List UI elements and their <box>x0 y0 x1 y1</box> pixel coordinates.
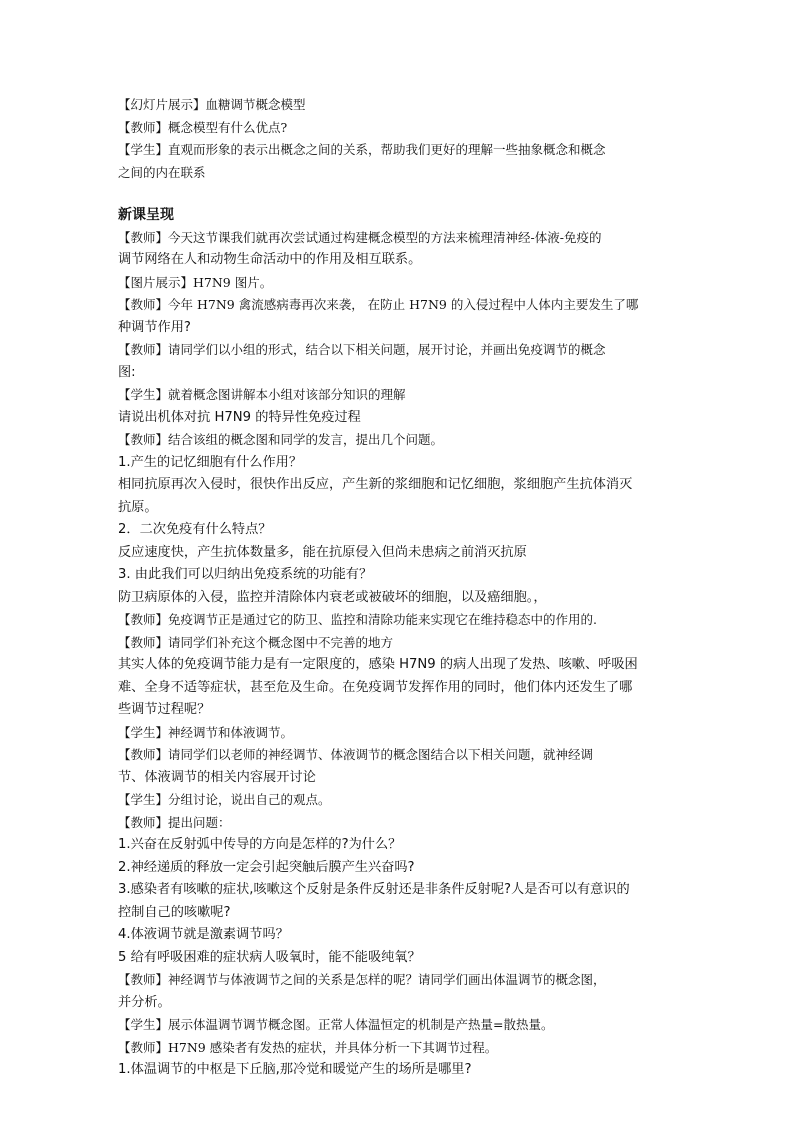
text-line: 【教师】免疫调节正是通过它的防卫、监控和清除功能来实现它在维持稳态中的作用的. <box>118 612 597 627</box>
text-line: 并分析。 <box>118 994 171 1010</box>
text-line: 5 给有呼吸困难的症状病人吸氧时，能不能吸纯氧？ <box>118 949 421 965</box>
text-line: 1.兴奋在反射弧中传导的方向是怎样的?为什么？ <box>118 837 402 852</box>
text-line: 【幻灯片展示】血糖调节概念模型 <box>118 97 306 112</box>
text-line: 【图片展示】H7N9 图片。 <box>118 274 273 290</box>
text-line: 【学生】分组讨论，说出自己的观点。 <box>118 792 331 807</box>
text-line: 【教师】H7N9 感染者有发热的症状，并具体分析一下其调节过程。 <box>118 1039 498 1055</box>
text-line: 图: <box>118 364 136 380</box>
text-line: 【教师】今天这节课我们就再次尝试通过构建概念模型的方法来梳理清神经-体液-免疫的 <box>118 229 602 245</box>
text-line: 其实人体的免疫调节能力是有一定限度的，感染 H7N9 的病人出现了发热、咳嗽、呼吸困 <box>118 657 638 672</box>
text-line: 抗原。 <box>118 499 158 515</box>
text-line: 防卫病原体的入侵，监控并清除体内衰老或被破坏的细胞，以及癌细胞。， <box>118 589 547 605</box>
text-line: 【教师】请同学们以老师的神经调节、体液调节的概念图结合以下相关问题，就神经调 <box>118 747 594 762</box>
text-line: 【教师】提出问题： <box>118 814 231 830</box>
text-line: 【教师】神经调节与体液调节之间的关系是怎样的呢？请同学们画出体温调节的概念图， <box>118 972 606 987</box>
text-line: 3. 由此我们可以归纳出免疫系统的功能有？ <box>118 567 373 582</box>
text-line: 1.产生的记忆细胞有什么作用？ <box>118 454 303 470</box>
text-line: 请说出机体对抗 H7N9 的特异性免疫过程 <box>118 409 361 425</box>
text-line: 调节网络在人和动物生命活动中的作用及相互联系。 <box>118 252 422 267</box>
text-line: 【学生】展示体温调节调节概念图。正常人体温恒定的机制是产热量=散热量。 <box>118 1017 554 1032</box>
text-line: 1.体温调节的中枢是下丘脑,那冷觉和暖觉产生的场所是哪里? <box>118 1062 472 1077</box>
text-line: 些调节过程呢？ <box>118 702 211 717</box>
text-line: 节、体液调节的相关内容展开讨论 <box>118 769 316 785</box>
text-line: 【教师】概念模型有什么优点? <box>118 119 288 135</box>
text-line: 【教师】结合该组的概念图和同学的发言，提出几个问题。 <box>118 432 444 447</box>
text-line: 【教师】请同学们补充这个概念图中不完善的地方 <box>118 634 394 650</box>
text-line: 【学生】就着概念图讲解本小组对该部分知识的理解 <box>118 387 406 402</box>
text-line: 种调节作用? <box>118 319 191 335</box>
text-line: 控制自己的咳嗽呢? <box>118 904 231 920</box>
section-title: 新课呈现 <box>118 207 174 223</box>
text-line: 2.神经递质的释放一定会引起突触后膜产生兴奋吗? <box>118 859 415 875</box>
text-line: 【教师】请同学们以小组的形式，结合以下相关问题，展开讨论，并画出免疫调节的概念 <box>118 342 606 357</box>
text-line: 4.体液调节就是激素调节吗？ <box>118 927 289 942</box>
text-line: 【教师】今年 H7N9 禽流感病毒再次来袭， 在防止 H7N9 的入侵过程中人体内主要发生了哪 <box>118 297 639 312</box>
text-line: 3.感染者有咳嗽的症状,咳嗽这个反射是条件反射还是非条件反射呢?人是否可以有意识的 <box>118 882 630 897</box>
text-line: 相同抗原再次入侵时，很快作出反应，产生新的浆细胞和记忆细胞，浆细胞产生抗体消灭 <box>118 477 633 492</box>
text-line: 【学生】直观而形象的表示出概念之间的关系，帮助我们更好的理解一些抽象概念和概念 <box>118 142 606 157</box>
spacer <box>118 184 678 204</box>
text-line: 【学生】神经调节和体液调节。 <box>118 724 294 740</box>
document-content <box>118 94 678 1082</box>
text-line: 2．二次免疫有什么特点？ <box>118 522 272 537</box>
text-line: 反应速度快，产生抗体数量多，能在抗原侵入但尚未患病之前消灭抗原 <box>118 544 527 560</box>
text-line: 之间的内在联系 <box>118 164 206 180</box>
text-line: 难、全身不适等症状，甚至危及生命。在免疫调节发挥作用的同时，他们体内还发生了哪 <box>118 679 633 695</box>
